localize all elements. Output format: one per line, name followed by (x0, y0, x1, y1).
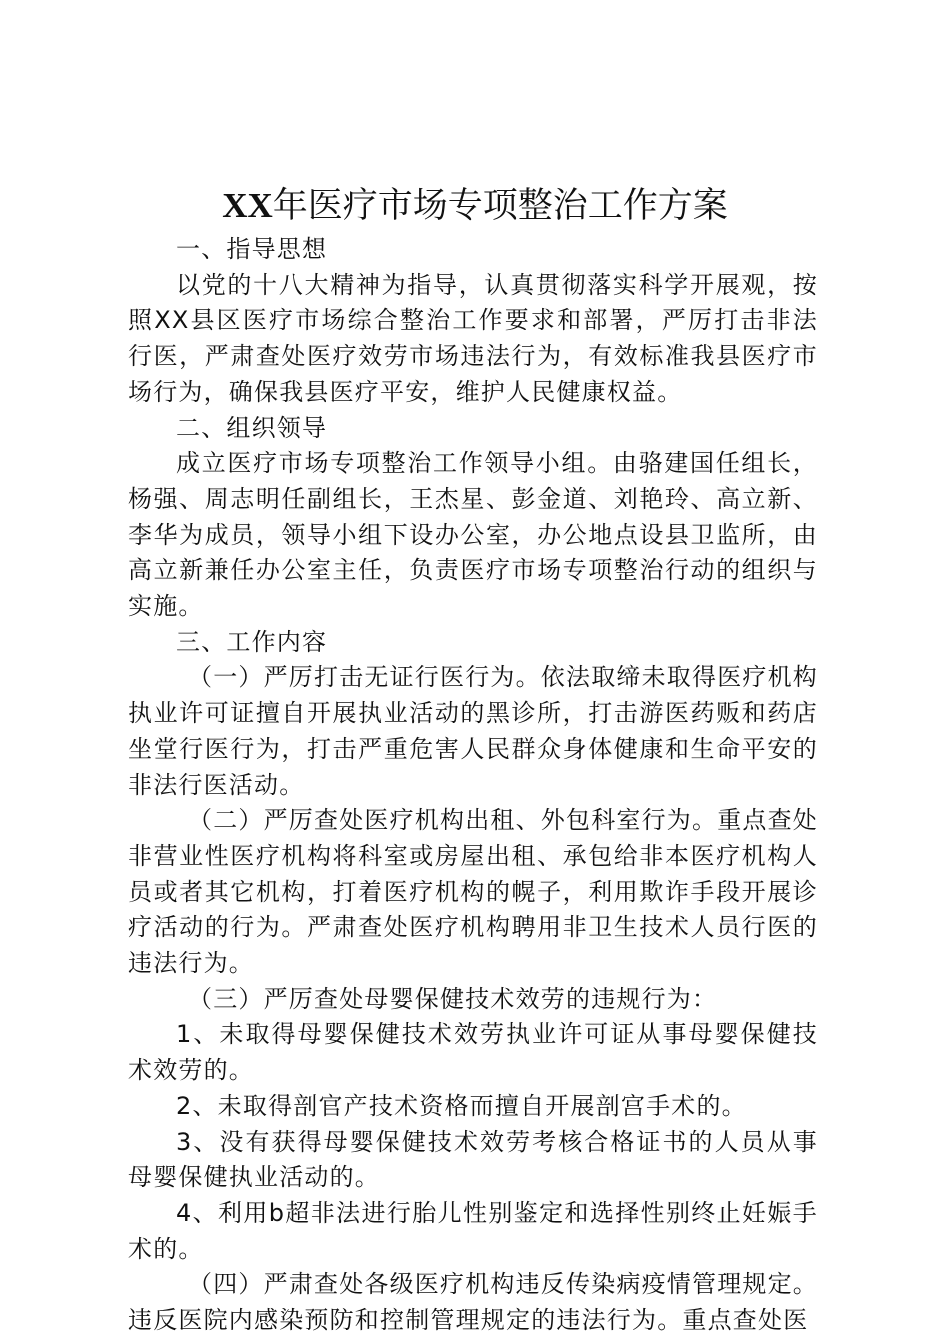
title-text: 年医疗市场专项整治工作方案 (272, 186, 728, 226)
list-item-3: 3、没有获得母婴保健技术效劳考核合格证书的人员从事母婴保健执业活动的。 (128, 1127, 818, 1192)
title-prefix: XX (222, 186, 273, 225)
list-item-2: 2、未取得剖官产技术资格而擅自开展剖宫手术的。 (176, 1091, 747, 1120)
document-body (128, 232, 818, 1339)
list-item-1: 1、未取得母婴保健技术效劳执业许可证从事母婴保健技术效劳的。 (128, 1020, 818, 1085)
paragraph-organization: 成立医疗市场专项整治工作领导小组。由骆建国任组长，杨强、周志明任副组长，王杰星、彭金道、刘艳玲、高立新、李华为成员，领导小组下设办公室，办公地点设县卫监所，由高立新兼任办公室主任，负责医疗市场专项整治行动的组织与实施。 (128, 449, 818, 621)
paragraph-item-2: （二）严厉查处医疗机构出租、外包科室行为。重点查处非营业性医疗机构将科室或房屋出租、承包给非本医疗机构人员或者其它机构，打着医疗机构的幌子，利用欺诈手段开展诊疗活动的行为。严肃查处医疗机构聘用非卫生技术人员行医的违法行为。 (128, 806, 818, 978)
section-heading-organization: 二、组织领导 (176, 413, 328, 442)
paragraph-item-1: （一）严厉打击无证行医行为。依法取缔未取得医疗机构执业许可证擅自开展执业活动的黑诊所，打击游医药贩和药店坐堂行医行为，打击严重危害人民群众身体健康和生命平安的非法行医活动。 (128, 663, 818, 799)
paragraph-item-4: （四）严肃查处各级医疗机构违反传染病疫情管理规定。违反医院内感染预防和控制管理规定的违法行为。重点查处医 (128, 1270, 818, 1335)
list-item-4: 4、利用b超非法进行胎儿性别鉴定和选择性别终止妊娠手术的。 (128, 1198, 818, 1263)
section-heading-guiding-ideology: 一、指导思想 (176, 235, 328, 263)
section-heading-work-content: 三、工作内容 (176, 627, 328, 656)
paragraph-guiding-ideology: 以党的十八大精神为指导，认真贯彻落实科学开展观，按照XX县区医疗市场综合整治工作要求和部署，严厉打击非法行医，严肃查处医疗效劳市场违法行为，有效标准我县医疗市场行为，确保我县医疗平安，维护人民健康权益。 (128, 270, 818, 406)
document-title (0, 178, 950, 234)
paragraph-item-3: （三）严厉查处母婴保健技术效劳的违规行为： (188, 984, 718, 1013)
